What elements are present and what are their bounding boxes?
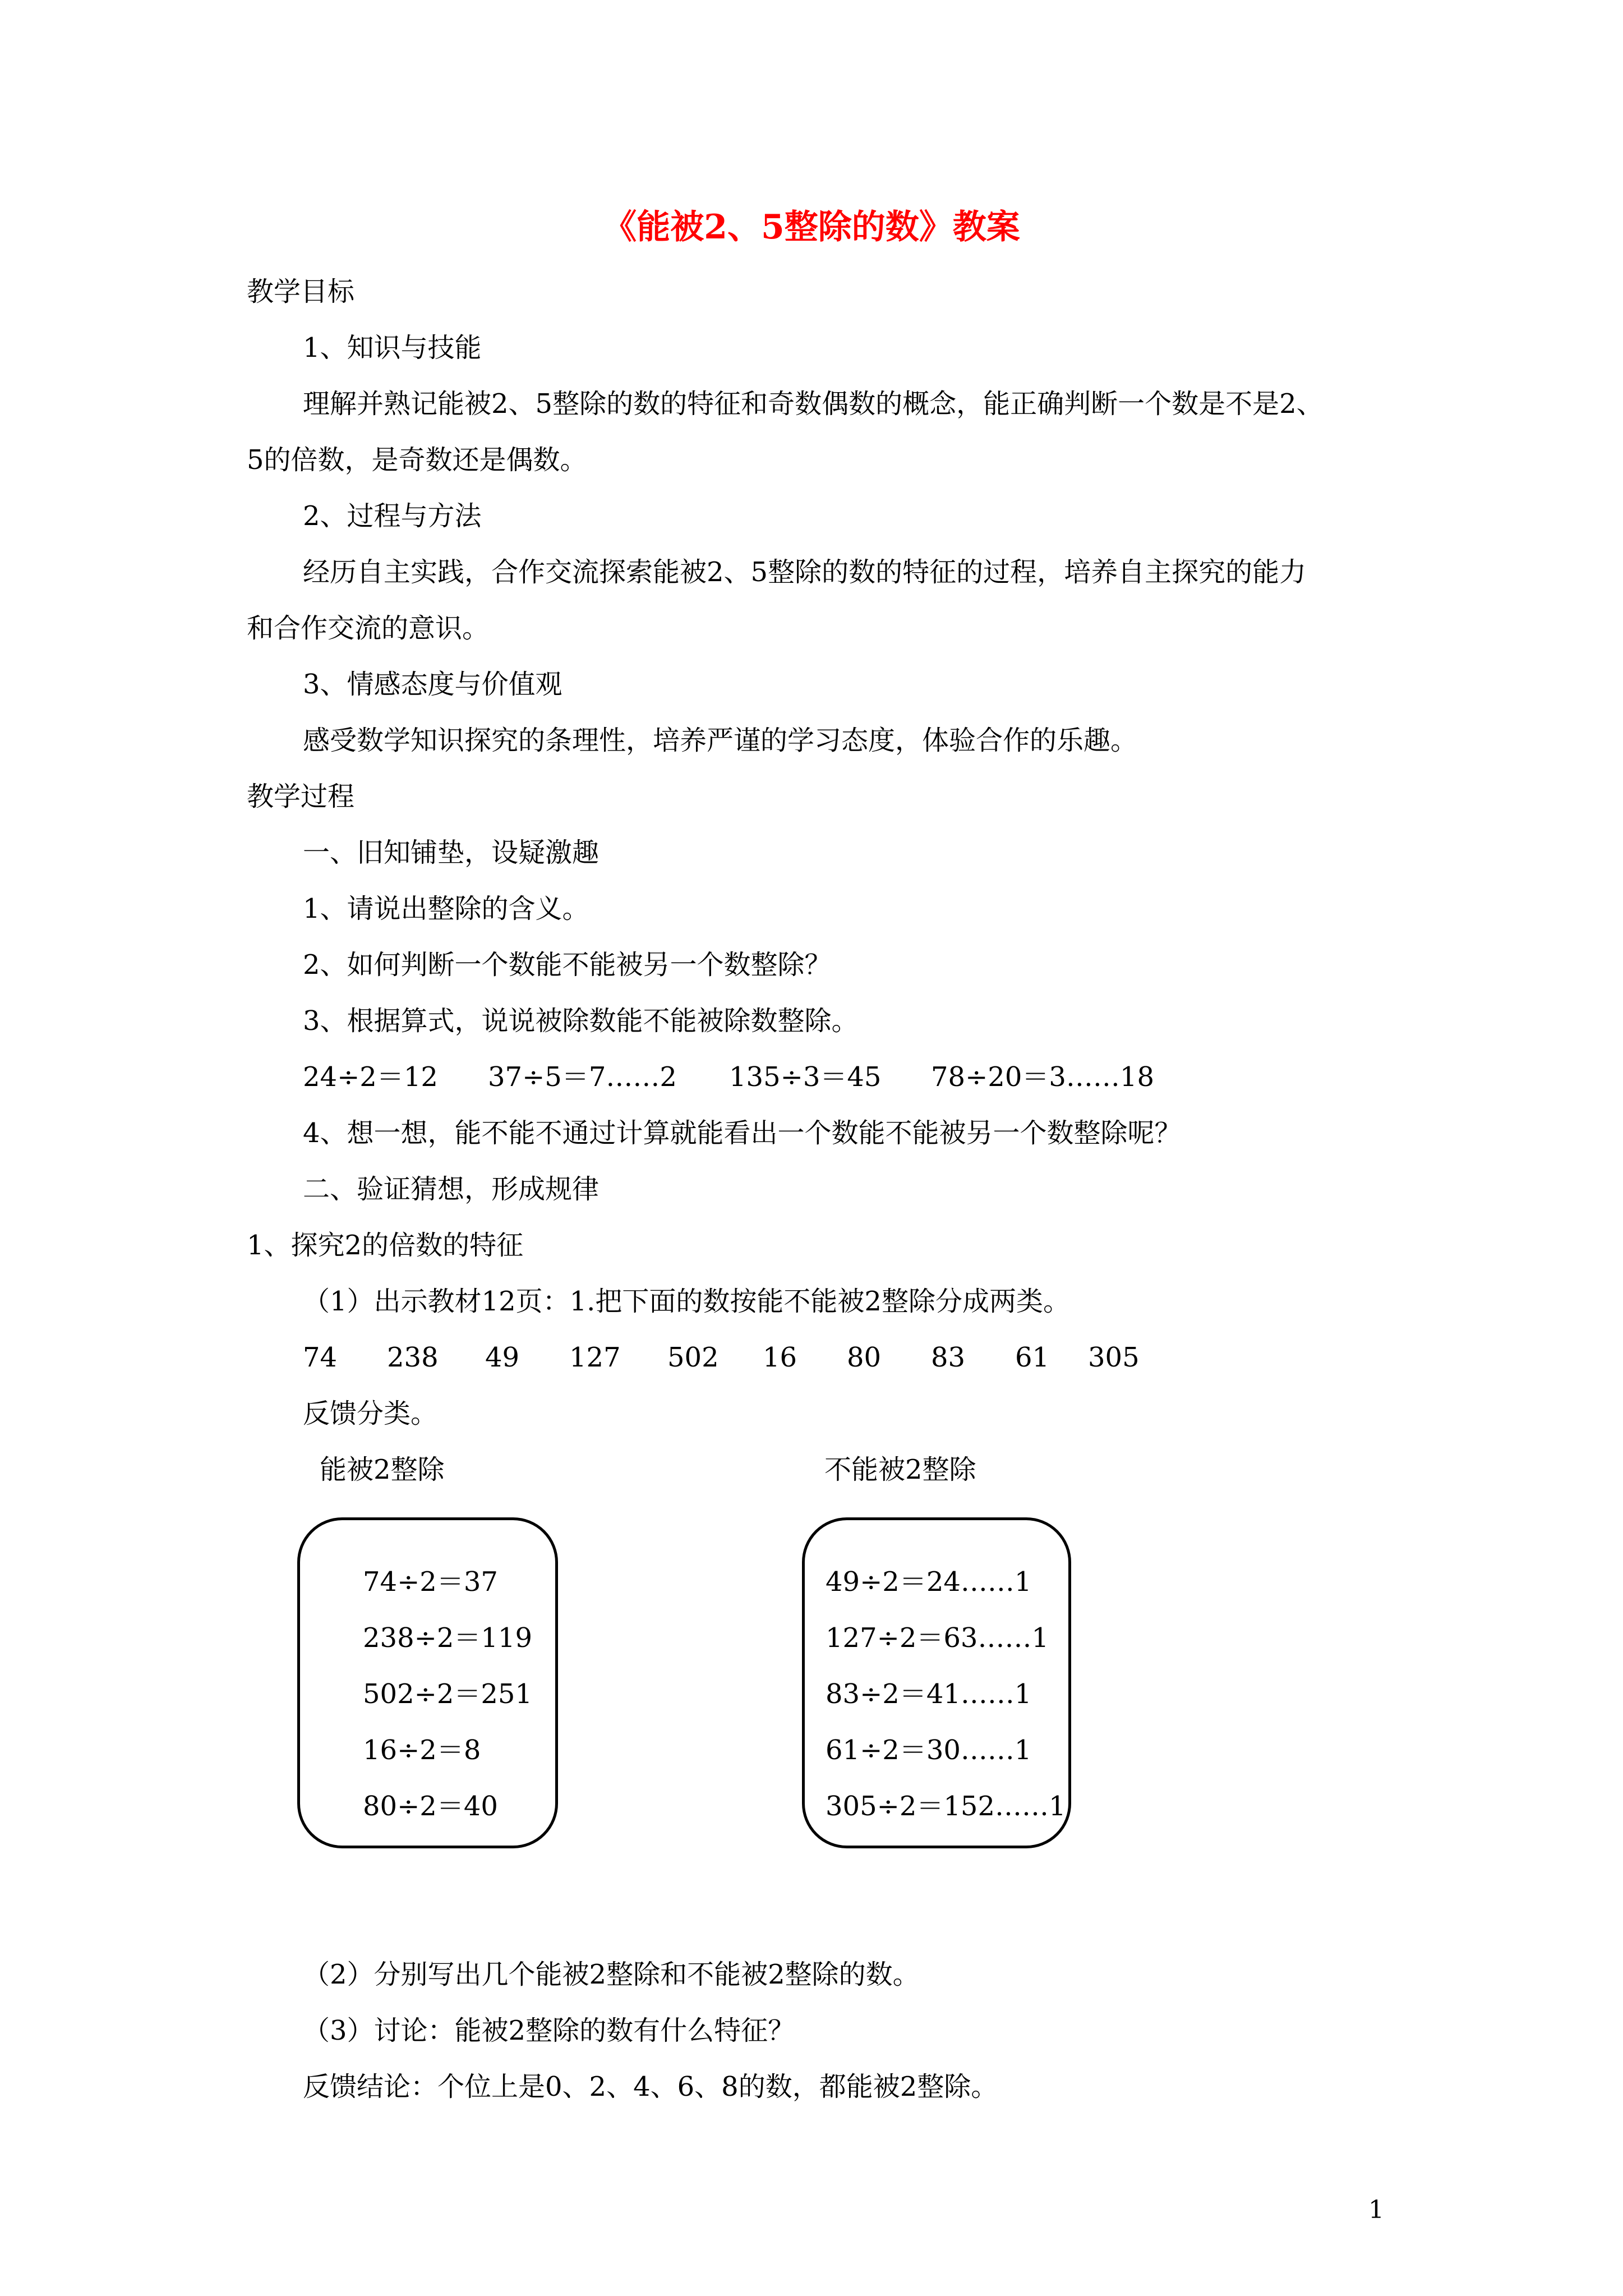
equation: 78÷20＝3……18 [931, 1061, 1154, 1093]
box-equation: 238÷2＝119 [363, 1622, 532, 1654]
number-item: 74 [303, 1342, 338, 1373]
box-equation: 80÷2＝40 [363, 1791, 498, 1822]
number-list [303, 1341, 1140, 1374]
step-3: （3）讨论：能被2整除的数有什么特征？ [303, 2015, 795, 2046]
question-2: 2、如何判断一个数能不能被另一个数整除？ [303, 949, 832, 981]
section-2-heading: 二、验证猜想，形成规律 [303, 1174, 600, 1205]
number-item: 305 [1088, 1342, 1140, 1373]
number-item: 502 [667, 1342, 719, 1373]
number-item: 80 [847, 1342, 882, 1373]
box-equation: 49÷2＝24……1 [826, 1566, 1032, 1598]
label-divisible-by-2: 能被2整除 [320, 1454, 445, 1485]
feedback-label: 反馈分类。 [303, 1398, 438, 1429]
number-item: 127 [569, 1342, 621, 1373]
equation: 37÷5＝7……2 [488, 1061, 677, 1093]
objective-1-text-line2: 5的倍数，是奇数还是偶数。 [247, 444, 587, 476]
objective-3-heading: 3、情感态度与价值观 [303, 669, 562, 700]
step-1: （1）出示教材12页：1.把下面的数按能不能被2整除分成两类。 [303, 1286, 1070, 1317]
box-equation: 305÷2＝152……1 [826, 1791, 1066, 1822]
equation: 135÷3＝45 [729, 1061, 882, 1093]
question-1: 1、请说出整除的含义。 [303, 893, 589, 924]
box-equation: 83÷2＝41……1 [826, 1678, 1032, 1710]
page-number: 1 [1368, 2196, 1384, 2224]
equation: 24÷2＝12 [303, 1061, 438, 1093]
box-equation: 74÷2＝37 [363, 1566, 498, 1598]
label-not-divisible-by-2: 不能被2整除 [824, 1454, 976, 1485]
not-divisible-box [802, 1517, 1071, 1848]
heading-process: 教学过程 [247, 781, 355, 812]
objective-2-text-line2: 和合作交流的意识。 [247, 613, 490, 644]
explore-1-heading: 1、探究2的倍数的特征 [247, 1230, 524, 1261]
objective-1-heading: 1、知识与技能 [303, 332, 482, 364]
number-item: 238 [387, 1342, 439, 1373]
question-4: 4、想一想，能不能不通过计算就能看出一个数能不能被另一个数整除呢？ [303, 1117, 1182, 1149]
objective-3-text: 感受数学知识探究的条理性，培养严谨的学习态度，体验合作的乐趣。 [303, 725, 1138, 756]
objective-1-text-line1: 理解并熟记能被2、5整除的数的特征和奇数偶数的概念，能正确判断一个数是不是2、 [303, 388, 1324, 420]
number-item: 16 [763, 1342, 797, 1373]
number-item: 61 [1015, 1342, 1050, 1373]
objective-2-text-line1: 经历自主实践，合作交流探索能被2、5整除的数的特征的过程，培养自主探究的能力 [303, 556, 1307, 588]
number-item: 49 [485, 1342, 520, 1373]
objective-2-heading: 2、过程与方法 [303, 500, 482, 532]
equation-row [303, 1060, 1154, 1094]
document-title: 《能被2、5整除的数》教案 [603, 208, 1020, 247]
box-equation: 502÷2＝251 [363, 1678, 532, 1710]
question-3: 3、根据算式，说说被除数能不能被除数整除。 [303, 1005, 859, 1037]
section-1-heading: 一、旧知铺垫，设疑激趣 [303, 837, 600, 868]
divisible-box [297, 1517, 558, 1848]
box-equation: 61÷2＝30……1 [826, 1734, 1032, 1766]
box-equation: 16÷2＝8 [363, 1734, 481, 1766]
box-equation: 127÷2＝63……1 [826, 1622, 1049, 1654]
step-2: （2）分别写出几个能被2整除和不能被2整除的数。 [303, 1959, 920, 1990]
heading-objectives: 教学目标 [247, 276, 355, 307]
conclusion: 反馈结论：个位上是0、2、4、6、8的数，都能被2整除。 [303, 2071, 998, 2102]
number-item: 83 [931, 1342, 966, 1373]
